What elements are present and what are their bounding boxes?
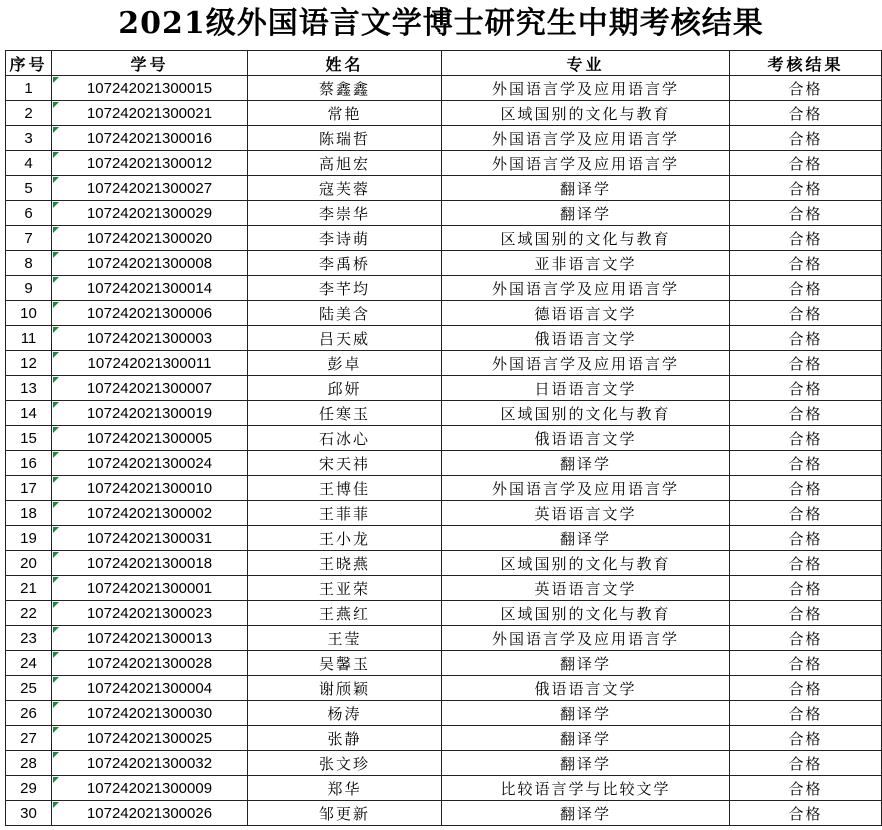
cell-no[interactable]: 20 — [6, 551, 52, 576]
table-row — [6, 476, 882, 501]
cell-result[interactable]: 合格 — [730, 251, 882, 276]
table-row — [6, 751, 882, 776]
table-row — [6, 576, 882, 601]
cell-major[interactable]: 翻译学 — [442, 176, 730, 201]
cell-result[interactable]: 合格 — [730, 426, 882, 451]
table-row — [6, 526, 882, 551]
cell-name[interactable]: 王晓燕 — [248, 551, 442, 576]
cell-name[interactable]: 任寒玉 — [248, 401, 442, 426]
cell-name[interactable]: 李芊均 — [248, 276, 442, 301]
cell-major[interactable]: 区域国别的文化与教育 — [442, 601, 730, 626]
table-row — [6, 301, 882, 326]
table-row — [6, 626, 882, 651]
cell-result[interactable]: 合格 — [730, 451, 882, 476]
cell-no[interactable]: 21 — [6, 576, 52, 601]
cell-result[interactable]: 合格 — [730, 101, 882, 126]
cell-major[interactable]: 外国语言学及应用语言学 — [442, 126, 730, 151]
cell-major[interactable]: 外国语言学及应用语言学 — [442, 151, 730, 176]
table-row — [6, 426, 882, 451]
cell-major[interactable]: 翻译学 — [442, 201, 730, 226]
cell-major[interactable]: 俄语语言文学 — [442, 326, 730, 351]
cell-name[interactable]: 谢颀颖 — [248, 676, 442, 701]
cell-no[interactable]: 2 — [6, 101, 52, 126]
cell-major[interactable]: 翻译学 — [442, 526, 730, 551]
table-row — [6, 326, 882, 351]
cell-no[interactable]: 23 — [6, 626, 52, 651]
table-row — [6, 176, 882, 201]
header-row — [6, 51, 882, 76]
table-row — [6, 401, 882, 426]
table-row — [6, 726, 882, 751]
table-row — [6, 651, 882, 676]
table-row — [6, 76, 882, 101]
cell-major[interactable]: 外国语言学及应用语言学 — [442, 476, 730, 501]
cell-name[interactable]: 邹更新 — [248, 801, 442, 826]
table-row — [6, 676, 882, 701]
cell-result[interactable]: 合格 — [730, 651, 882, 676]
cell-major[interactable]: 外国语言学及应用语言学 — [442, 276, 730, 301]
cell-student-id[interactable]: 107242021300021 — [52, 101, 248, 126]
table-row — [6, 551, 882, 576]
cell-no[interactable]: 16 — [6, 451, 52, 476]
cell-student-id[interactable]: 107242021300005 — [52, 426, 248, 451]
table-row — [6, 601, 882, 626]
cell-no[interactable]: 6 — [6, 201, 52, 226]
cell-major[interactable]: 翻译学 — [442, 726, 730, 751]
cell-major[interactable]: 外国语言学及应用语言学 — [442, 351, 730, 376]
cell-result[interactable]: 合格 — [730, 351, 882, 376]
cell-no[interactable]: 17 — [6, 476, 52, 501]
cell-student-id[interactable]: 107242021300018 — [52, 551, 248, 576]
cell-no[interactable]: 1 — [6, 76, 52, 101]
cell-major[interactable]: 区域国别的文化与教育 — [442, 401, 730, 426]
cell-student-id[interactable]: 107242021300030 — [52, 701, 248, 726]
cell-name[interactable]: 蔡鑫鑫 — [248, 76, 442, 101]
cell-student-id[interactable]: 107242021300028 — [52, 651, 248, 676]
cell-no[interactable]: 12 — [6, 351, 52, 376]
cell-major[interactable]: 德语语言文学 — [442, 301, 730, 326]
cell-major[interactable]: 翻译学 — [442, 701, 730, 726]
cell-name[interactable]: 李诗萌 — [248, 226, 442, 251]
cell-student-id[interactable]: 107242021300031 — [52, 526, 248, 551]
header-no[interactable]: 序号 — [6, 51, 52, 76]
cell-result[interactable]: 合格 — [730, 376, 882, 401]
table-row — [6, 801, 882, 826]
cell-student-id[interactable]: 107242021300023 — [52, 601, 248, 626]
table-row — [6, 226, 882, 251]
cell-student-id[interactable]: 107242021300010 — [52, 476, 248, 501]
cell-student-id[interactable]: 107242021300012 — [52, 151, 248, 176]
cell-no[interactable]: 4 — [6, 151, 52, 176]
cell-student-id[interactable]: 107242021300026 — [52, 801, 248, 826]
cell-no[interactable]: 22 — [6, 601, 52, 626]
cell-student-id[interactable]: 107242021300003 — [52, 326, 248, 351]
cell-result[interactable]: 合格 — [730, 76, 882, 101]
cell-result[interactable]: 合格 — [730, 401, 882, 426]
table-row — [6, 126, 882, 151]
cell-name[interactable]: 王莹 — [248, 626, 442, 651]
cell-result[interactable]: 合格 — [730, 501, 882, 526]
cell-major[interactable]: 亚非语言文学 — [442, 251, 730, 276]
cell-major[interactable]: 翻译学 — [442, 751, 730, 776]
cell-student-id[interactable]: 107242021300032 — [52, 751, 248, 776]
cell-no[interactable]: 25 — [6, 676, 52, 701]
cell-student-id[interactable]: 107242021300006 — [52, 301, 248, 326]
cell-result[interactable]: 合格 — [730, 226, 882, 251]
cell-major[interactable]: 区域国别的文化与教育 — [442, 101, 730, 126]
cell-no[interactable]: 18 — [6, 501, 52, 526]
cell-result[interactable]: 合格 — [730, 326, 882, 351]
table-row — [6, 151, 882, 176]
table-row — [6, 451, 882, 476]
cell-major[interactable]: 比较语言学与比较文学 — [442, 776, 730, 801]
cell-result[interactable]: 合格 — [730, 551, 882, 576]
cell-name[interactable]: 石冰心 — [248, 426, 442, 451]
cell-no[interactable]: 29 — [6, 776, 52, 801]
cell-major[interactable]: 英语语言文学 — [442, 576, 730, 601]
cell-result[interactable]: 合格 — [730, 776, 882, 801]
cell-student-id[interactable]: 107242021300004 — [52, 676, 248, 701]
cell-name[interactable]: 吕天威 — [248, 326, 442, 351]
cell-name[interactable]: 李禹桥 — [248, 251, 442, 276]
cell-major[interactable]: 俄语语言文学 — [442, 426, 730, 451]
cell-student-id[interactable]: 107242021300015 — [52, 76, 248, 101]
cell-result[interactable]: 合格 — [730, 201, 882, 226]
cell-major[interactable]: 区域国别的文化与教育 — [442, 226, 730, 251]
cell-result[interactable]: 合格 — [730, 676, 882, 701]
table-row — [6, 701, 882, 726]
cell-student-id[interactable]: 107242021300024 — [52, 451, 248, 476]
cell-major[interactable]: 日语语言文学 — [442, 376, 730, 401]
cell-result[interactable]: 合格 — [730, 151, 882, 176]
cell-no[interactable]: 30 — [6, 801, 52, 826]
cell-name[interactable]: 杨涛 — [248, 701, 442, 726]
cell-student-id[interactable]: 107242021300025 — [52, 726, 248, 751]
cell-result[interactable]: 合格 — [730, 176, 882, 201]
header-name[interactable]: 姓名 — [248, 51, 442, 76]
cell-student-id[interactable]: 107242021300019 — [52, 401, 248, 426]
cell-no[interactable]: 28 — [6, 751, 52, 776]
cell-no[interactable]: 5 — [6, 176, 52, 201]
cell-no[interactable]: 10 — [6, 301, 52, 326]
cell-result[interactable]: 合格 — [730, 751, 882, 776]
cell-major[interactable]: 俄语语言文学 — [442, 676, 730, 701]
cell-result[interactable]: 合格 — [730, 301, 882, 326]
cell-no[interactable]: 27 — [6, 726, 52, 751]
cell-name[interactable]: 郑华 — [248, 776, 442, 801]
table-row — [6, 201, 882, 226]
table-row — [6, 251, 882, 276]
cell-name[interactable]: 王小龙 — [248, 526, 442, 551]
results-table — [5, 50, 882, 826]
cell-name[interactable]: 王燕红 — [248, 601, 442, 626]
table-row — [6, 276, 882, 301]
cell-name[interactable]: 高旭宏 — [248, 151, 442, 176]
header-result[interactable]: 考核结果 — [730, 51, 882, 76]
cell-name[interactable]: 彭卓 — [248, 351, 442, 376]
cell-name[interactable]: 陈瑞哲 — [248, 126, 442, 151]
table-body — [6, 76, 882, 826]
cell-no[interactable]: 8 — [6, 251, 52, 276]
cell-no[interactable]: 14 — [6, 401, 52, 426]
table-row — [6, 351, 882, 376]
cell-student-id[interactable]: 107242021300013 — [52, 626, 248, 651]
table-row — [6, 101, 882, 126]
table-row — [6, 376, 882, 401]
cell-student-id[interactable]: 107242021300011 — [52, 351, 248, 376]
cell-no[interactable]: 7 — [6, 226, 52, 251]
cell-student-id[interactable]: 107242021300027 — [52, 176, 248, 201]
cell-result[interactable]: 合格 — [730, 801, 882, 826]
cell-result[interactable]: 合格 — [730, 276, 882, 301]
cell-name[interactable]: 王菲菲 — [248, 501, 442, 526]
cell-student-id[interactable]: 107242021300007 — [52, 376, 248, 401]
cell-major[interactable]: 区域国别的文化与教育 — [442, 551, 730, 576]
cell-no[interactable]: 13 — [6, 376, 52, 401]
cell-result[interactable]: 合格 — [730, 526, 882, 551]
cell-name[interactable]: 张静 — [248, 726, 442, 751]
cell-result[interactable]: 合格 — [730, 126, 882, 151]
cell-major[interactable]: 外国语言学及应用语言学 — [442, 626, 730, 651]
cell-name[interactable]: 张文珍 — [248, 751, 442, 776]
cell-major[interactable]: 英语语言文学 — [442, 501, 730, 526]
header-major[interactable]: 专业 — [442, 51, 730, 76]
table-row — [6, 501, 882, 526]
table-row — [6, 776, 882, 801]
cell-name[interactable]: 王亚荣 — [248, 576, 442, 601]
cell-student-id[interactable]: 107242021300014 — [52, 276, 248, 301]
header-id[interactable]: 学号 — [52, 51, 248, 76]
cell-name[interactable]: 王博佳 — [248, 476, 442, 501]
cell-student-id[interactable]: 107242021300020 — [52, 226, 248, 251]
cell-no[interactable]: 19 — [6, 526, 52, 551]
cell-no[interactable]: 24 — [6, 651, 52, 676]
cell-name[interactable]: 邱妍 — [248, 376, 442, 401]
cell-no[interactable]: 26 — [6, 701, 52, 726]
cell-student-id[interactable]: 107242021300016 — [52, 126, 248, 151]
cell-result[interactable]: 合格 — [730, 726, 882, 751]
cell-no[interactable]: 3 — [6, 126, 52, 151]
cell-no[interactable]: 15 — [6, 426, 52, 451]
cell-name[interactable]: 常艳 — [248, 101, 442, 126]
cell-major[interactable]: 翻译学 — [442, 651, 730, 676]
cell-result[interactable]: 合格 — [730, 601, 882, 626]
cell-major[interactable]: 翻译学 — [442, 801, 730, 826]
cell-student-id[interactable]: 107242021300009 — [52, 776, 248, 801]
cell-name[interactable]: 陆美含 — [248, 301, 442, 326]
cell-no[interactable]: 11 — [6, 326, 52, 351]
cell-result[interactable]: 合格 — [730, 576, 882, 601]
cell-result[interactable]: 合格 — [730, 701, 882, 726]
cell-no[interactable]: 9 — [6, 276, 52, 301]
cell-name[interactable]: 宋天祎 — [248, 451, 442, 476]
cell-student-id[interactable]: 107242021300001 — [52, 576, 248, 601]
cell-name[interactable]: 寇芙蓉 — [248, 176, 442, 201]
cell-name[interactable]: 李崇华 — [248, 201, 442, 226]
cell-result[interactable]: 合格 — [730, 626, 882, 651]
cell-result[interactable]: 合格 — [730, 476, 882, 501]
cell-name[interactable]: 吴馨玉 — [248, 651, 442, 676]
cell-student-id[interactable]: 107242021300008 — [52, 251, 248, 276]
cell-major[interactable]: 翻译学 — [442, 451, 730, 476]
cell-student-id[interactable]: 107242021300002 — [52, 501, 248, 526]
cell-student-id[interactable]: 107242021300029 — [52, 201, 248, 226]
page-title: 2021级外国语言文学博士研究生中期考核结果 — [118, 6, 764, 41]
cell-major[interactable]: 外国语言学及应用语言学 — [442, 76, 730, 101]
